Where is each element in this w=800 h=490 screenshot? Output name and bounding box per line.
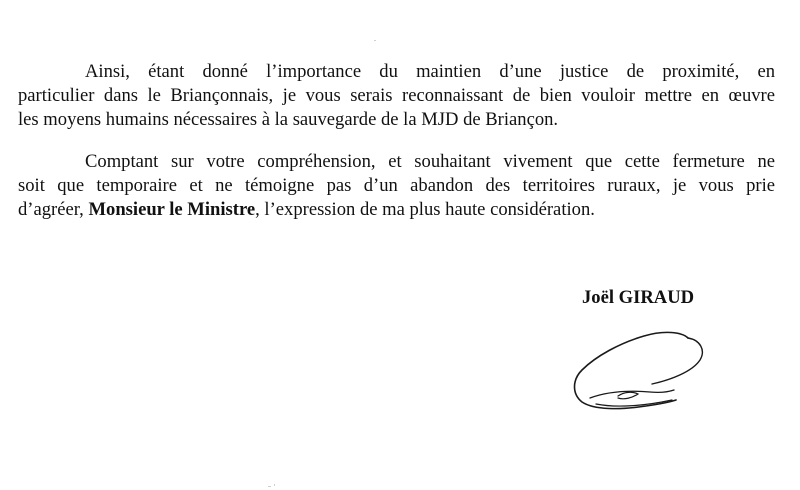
closing-paragraph-request xyxy=(18,60,775,132)
handwritten-signature xyxy=(560,318,720,418)
signer-name: Joël GIRAUD xyxy=(582,287,695,308)
paragraph-line: les moyens humains nécessaires à la sauvegarde de la MJD de Briançon. xyxy=(18,109,559,130)
paragraph-line: soit que temporaire et ne témoigne pas d’un abandon des territoires ruraux, je vous prie xyxy=(18,175,775,196)
scan-speck xyxy=(268,486,271,487)
addressee-title: Monsieur le Ministre xyxy=(88,199,256,220)
scan-speck xyxy=(274,484,275,486)
paragraph-line: Comptant sur votre compréhension, et souhaitant vivement que cette fermeture ne xyxy=(85,151,775,172)
scan-speck xyxy=(374,40,376,41)
paragraph-line xyxy=(18,198,775,222)
paragraph-line: Ainsi, étant donné l’importance du maintien d’une justice de proximité, en xyxy=(85,61,775,82)
salutation-suffix: , l’expression de ma plus haute considération. xyxy=(255,199,595,220)
salutation-prefix: d’agréer, xyxy=(18,199,89,220)
paragraph-line: particulier dans le Briançonnais, je vous serais reconnaissant de bien vouloir mettre en œuvre xyxy=(18,85,775,106)
closing-paragraph-salutation xyxy=(18,150,775,222)
